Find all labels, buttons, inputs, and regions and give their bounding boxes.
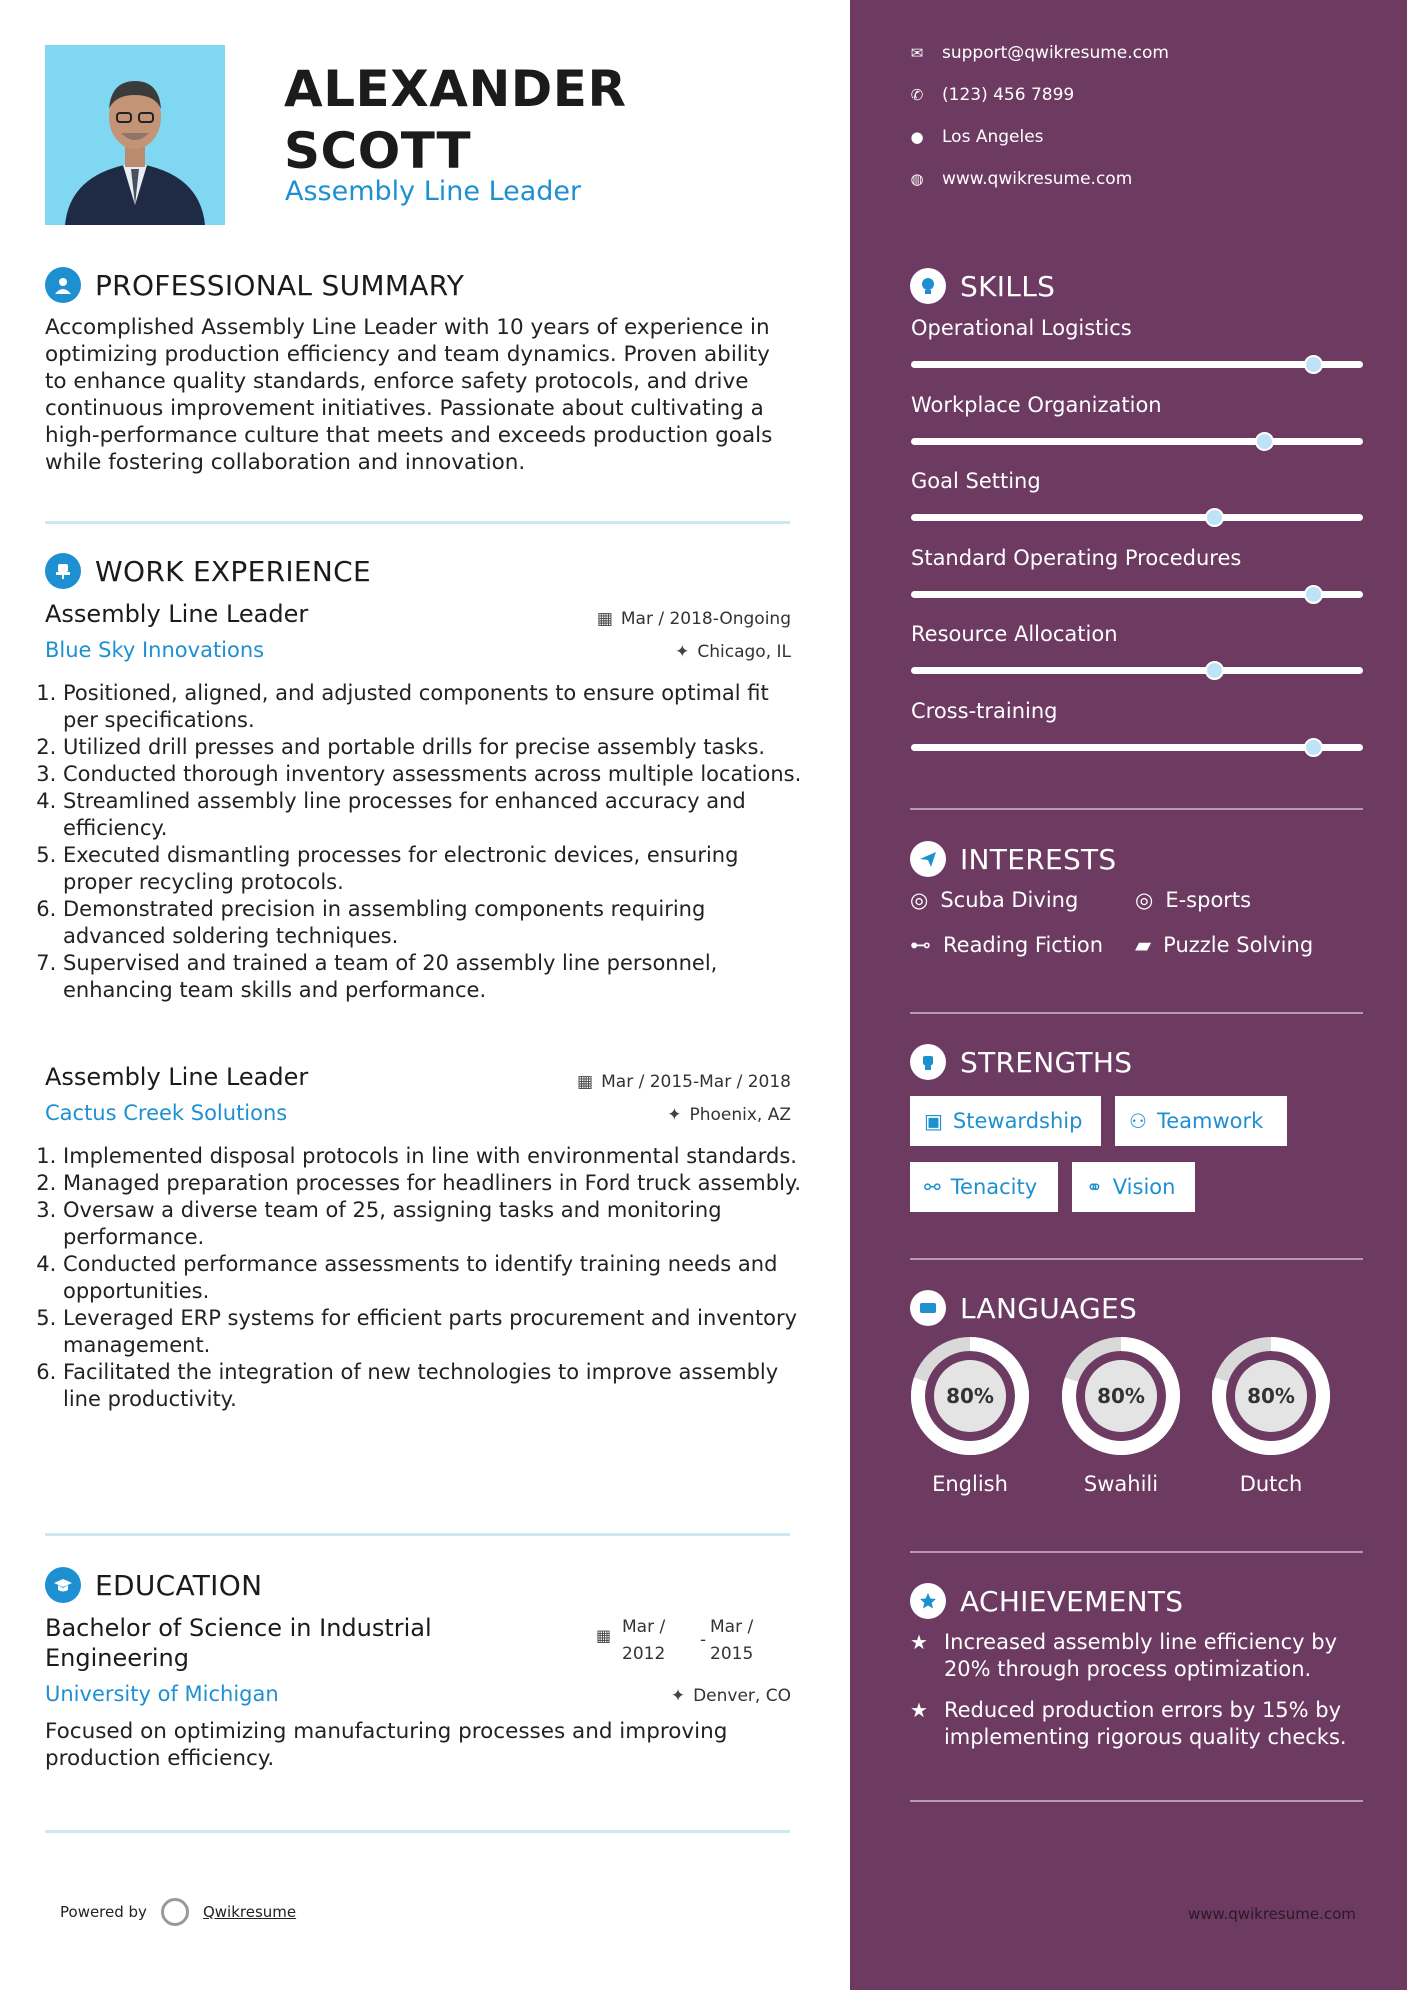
job-2-dates-text: Mar / 2015-Mar / 2018	[601, 1072, 791, 1092]
divider	[910, 1800, 1363, 1802]
skill-bar	[911, 591, 1363, 598]
skill-label: Cross-training	[911, 698, 1058, 723]
date-separator: -	[700, 1630, 707, 1650]
job-2-location-text: Phoenix, AZ	[689, 1105, 791, 1125]
first-name: ALEXANDER	[284, 60, 627, 118]
interest-label: Reading Fiction	[943, 933, 1104, 957]
graduation-icon	[45, 1567, 81, 1603]
location-pin-icon: ●	[910, 128, 924, 146]
list-item: 4. Streamlined assembly line processes for enhanced accuracy and efficiency.	[63, 788, 803, 842]
skill-label: Workplace Organization	[911, 392, 1162, 417]
interest-item	[910, 888, 1078, 912]
strength-label: Teamwork	[1156, 1109, 1264, 1133]
language-item	[910, 1336, 1030, 1496]
interests-title: INTERESTS	[960, 842, 1117, 876]
location-text: Los Angeles	[942, 127, 1044, 147]
list-item: 4. Conducted performance assessments to identify training needs and opportunities.	[63, 1251, 808, 1305]
list-item: 3. Oversaw a diverse team of 25, assigning tasks and monitoring performance.	[63, 1197, 808, 1251]
star-icon: ★	[910, 1630, 928, 1654]
language-percent: 80%	[1097, 1384, 1145, 1408]
interest-item	[1135, 888, 1251, 912]
experience-title: WORK EXPERIENCE	[95, 554, 371, 588]
interest-item	[1135, 933, 1313, 957]
pin-icon: ✦	[667, 1105, 682, 1125]
list-item: 6. Demonstrated precision in assembling components requiring advanced soldering techniques.	[63, 896, 803, 950]
list-item: 5. Leveraged ERP systems for efficient parts procurement and inventory management.	[63, 1305, 808, 1359]
edu-end-date: Mar / 2015	[710, 1617, 754, 1664]
skill-bar	[911, 744, 1363, 751]
divider	[45, 1830, 790, 1833]
briefcase-chair-icon	[45, 553, 81, 589]
star-icon: ★	[910, 1698, 928, 1722]
language-ring	[1061, 1336, 1181, 1456]
interest-item	[910, 933, 1103, 957]
profile-photo	[45, 45, 225, 225]
edu-location	[671, 1686, 791, 1706]
interest-label: E-sports	[1165, 888, 1252, 912]
contact-phone	[910, 85, 1074, 105]
skills-heading	[910, 268, 1055, 304]
users-icon: ⚇	[1129, 1109, 1147, 1133]
summary-text: Accomplished Assembly Line Leader with 10 years of experience in optimizing production efficiency and team dynamics. Proven ability to enhance quality standards, enforce safety protocols, and drive continuous improvement initiatives. Passionate about cultivating a high-performance culture that meets and exceeds production goals while fostering collaboration and innovation.	[45, 315, 773, 475]
divider	[910, 808, 1363, 810]
strengths-heading	[910, 1044, 1132, 1080]
skill-level-knob	[1304, 585, 1323, 604]
edu-description: Focused on optimizing manufacturing processes and improving production efficiency.	[45, 1719, 728, 1771]
last-name: SCOTT	[284, 122, 472, 180]
translate-icon	[910, 1290, 946, 1326]
strength-chip	[910, 1162, 1058, 1212]
achievement-item	[910, 1697, 1360, 1751]
languages-title: LANGUAGES	[960, 1291, 1138, 1325]
footer-url[interactable]: www.qwikresume.com	[1188, 1905, 1356, 1923]
skill-level-knob	[1304, 738, 1323, 757]
phone-text: (123) 456 7899	[942, 85, 1075, 105]
edu-location-text: Denver, CO	[693, 1686, 791, 1706]
lightbulb-icon	[910, 268, 946, 304]
divider	[910, 1012, 1363, 1014]
phone-icon: ✆	[910, 86, 924, 104]
achievement-text: Reduced production errors by 15% by implementing rigorous quality checks.	[943, 1698, 1347, 1749]
skill-bar	[911, 514, 1363, 521]
skill-bar	[911, 667, 1363, 674]
strength-label: Stewardship	[952, 1109, 1083, 1133]
job-1-location	[675, 642, 791, 662]
list-item: 1. Implemented disposal protocols in line with environmental standards.	[63, 1143, 808, 1170]
list-item: 3. Conducted thorough inventory assessments across multiple locations.	[63, 761, 803, 788]
job-2-title: Assembly Line Leader	[45, 1063, 309, 1091]
language-name: Swahili	[1083, 1472, 1159, 1496]
skill-label: Operational Logistics	[911, 316, 1132, 340]
degree: Bachelor of Science in Industrial Engineering	[45, 1614, 432, 1672]
book-icon: ▰	[1135, 933, 1152, 957]
paper-plane-icon	[910, 841, 946, 877]
lifebuoy-icon: ◎	[1135, 888, 1154, 912]
language-name: Dutch	[1239, 1472, 1303, 1496]
skill-bar	[911, 438, 1363, 445]
powered-by-label: Powered by	[60, 1903, 147, 1921]
job-1-dates	[597, 609, 791, 629]
divider	[910, 1551, 1363, 1553]
skill-label: Goal Setting	[911, 469, 1041, 493]
job-1-title: Assembly Line Leader	[45, 600, 309, 628]
contact-location	[910, 127, 1044, 147]
calendar-icon: ▦	[596, 609, 613, 629]
pin-icon: ✦	[675, 642, 690, 662]
strength-chip	[910, 1096, 1101, 1146]
powered-by	[60, 1898, 296, 1926]
divider	[910, 1258, 1363, 1260]
brand-link[interactable]: Qwikresume	[202, 1903, 297, 1921]
interest-label: Puzzle Solving	[1163, 933, 1314, 957]
language-percent: 80%	[946, 1384, 994, 1408]
list-item: 1. Positioned, aligned, and adjusted components to ensure optimal fit per specifications.	[63, 680, 803, 734]
envelope-icon: ✉	[910, 44, 924, 62]
education-title: EDUCATION	[95, 1568, 263, 1602]
skill-label: Standard Operating Procedures	[911, 545, 1242, 570]
strengths-title: STRENGTHS	[960, 1045, 1133, 1079]
job-2-bullets	[45, 1143, 808, 1413]
education-heading	[45, 1567, 262, 1603]
language-item	[1061, 1336, 1181, 1496]
job-1-bullets	[45, 680, 803, 1004]
fist-icon	[910, 1044, 946, 1080]
gamepad-icon: ⊷	[910, 933, 931, 957]
languages-heading	[910, 1290, 1137, 1326]
website-text[interactable]: www.qwikresume.com	[942, 169, 1133, 189]
strength-label: Tenacity	[950, 1175, 1038, 1199]
interest-label: Scuba Diving	[940, 888, 1079, 912]
job-2-dates	[577, 1072, 791, 1092]
skill-level-knob	[1205, 661, 1224, 680]
contact-website	[910, 169, 1132, 189]
experience-heading	[45, 553, 371, 589]
job-1-dates-text: Mar / 2018-Ongoing	[620, 609, 791, 629]
contact-email	[910, 43, 1169, 63]
globe-icon: ◍	[910, 170, 924, 188]
pin-icon: ✦	[670, 1686, 686, 1706]
strength-chip	[1115, 1096, 1287, 1146]
email-text[interactable]: support@qwikresume.com	[942, 43, 1169, 63]
language-percent: 80%	[1247, 1384, 1295, 1408]
candidate-name	[284, 58, 626, 182]
calendar-icon: ▦	[577, 1072, 594, 1092]
star-badge-icon	[910, 1583, 946, 1619]
achievements-heading	[910, 1583, 1183, 1619]
language-ring	[910, 1336, 1030, 1456]
strength-label: Vision	[1112, 1175, 1176, 1199]
job-title: Assembly Line Leader	[285, 176, 582, 207]
summary-heading	[45, 267, 464, 303]
school: University of Michigan	[45, 1682, 279, 1706]
job-1-company: Blue Sky Innovations	[45, 638, 265, 662]
lifebuoy-icon: ◎	[910, 888, 929, 912]
skill-level-knob	[1255, 432, 1274, 451]
interests-heading	[910, 841, 1117, 877]
briefcase-icon: ▣	[924, 1109, 943, 1133]
link-icon: ⚯	[924, 1175, 941, 1199]
skill-level-knob	[1205, 508, 1224, 527]
achievement-text: Increased assembly line efficiency by 20% through process optimization.	[943, 1630, 1338, 1681]
achievement-item	[910, 1629, 1360, 1683]
qwikresume-logo-icon	[161, 1898, 189, 1926]
edu-start-date: Mar / 2012	[622, 1617, 666, 1664]
language-ring	[1211, 1336, 1331, 1456]
skill-label: Resource Allocation	[911, 622, 1118, 646]
skill-bar	[911, 361, 1363, 368]
job-1-location-text: Chicago, IL	[697, 642, 791, 662]
summary-title: PROFESSIONAL SUMMARY	[95, 268, 465, 302]
list-item: 6. Facilitated the integration of new technologies to improve assembly line productivity.	[63, 1359, 808, 1413]
achievements-title: ACHIEVEMENTS	[960, 1584, 1184, 1618]
list-item: 5. Executed dismantling processes for electronic devices, ensuring proper recycling protocols.	[63, 842, 803, 896]
job-2-location	[667, 1105, 791, 1125]
calendar-icon: ▦	[596, 1626, 612, 1645]
job-2-company: Cactus Creek Solutions	[45, 1101, 288, 1125]
strength-chip	[1072, 1162, 1195, 1212]
divider	[45, 1533, 790, 1536]
list-item: 7. Supervised and trained a team of 20 assembly line personnel, enhancing team skills and performance.	[63, 950, 803, 1004]
binoculars-icon: ⚭	[1086, 1175, 1103, 1199]
language-name: English	[932, 1472, 1008, 1496]
language-item	[1211, 1336, 1331, 1496]
list-item: 2. Managed preparation processes for headliners in Ford truck assembly.	[63, 1170, 808, 1197]
skills-title: SKILLS	[960, 269, 1056, 303]
user-icon	[45, 267, 81, 303]
divider	[45, 521, 790, 524]
list-item: 2. Utilized drill presses and portable drills for precise assembly tasks.	[63, 734, 803, 761]
